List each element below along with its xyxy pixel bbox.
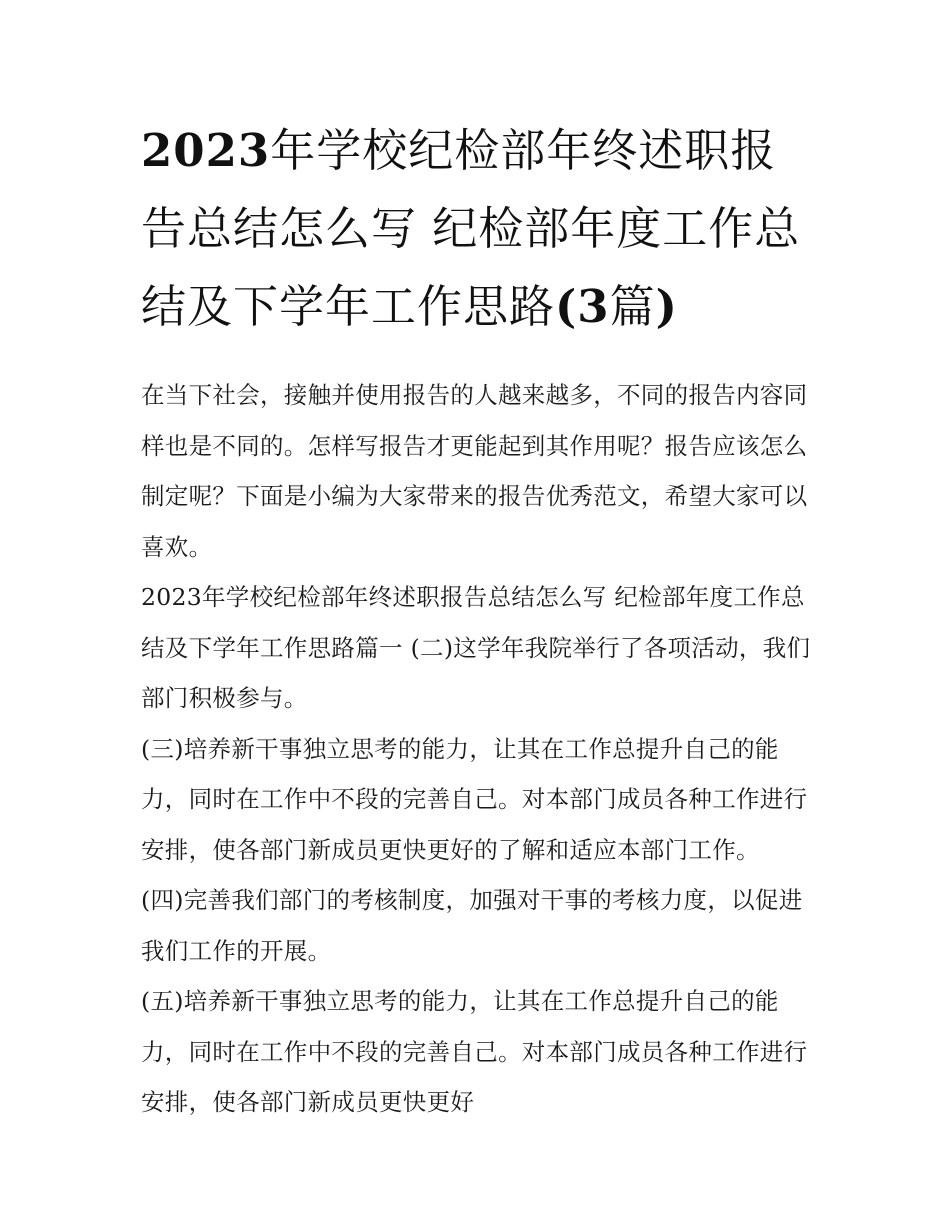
document-title (141, 112, 821, 346)
paragraph-intro: 在当下社会，接触并使用报告的人越来越多，不同的报告内容同样也是不同的。怎样写报告才更能起到其作用呢？报告应该怎么制定呢？下面是小编为大家带来的报告优秀范文，希望大家可以喜欢。 (141, 381, 808, 561)
title-part-main: 年学校纪检部年终述职报告总结怎么写 纪检部年度工作总结及下学年工作思路 (141, 124, 801, 333)
paragraph-item-four: (四)完善我们部门的考核制度，加强对干事的考核力度，以促进我们工作的开展。 (141, 886, 803, 965)
paragraph-item-three: (三)培养新干事独立思考的能力，让其在工作总提升自己的能力，同时在工作中不段的完善自己。对本部门成员各种工作进行安排，使各部门新成员更快更好的了解和适应本部门工作。 (141, 734, 808, 864)
title-part-year: 2023 (141, 124, 271, 177)
paragraph-section-one: 2023年学校纪检部年终述职报告总结怎么写 纪检部年度工作总结及下学年工作思路篇一 (二)这学年我院举行了各项活动，我们部门积极参与。 (141, 583, 811, 712)
paragraph-item-five: (五)培养新干事独立思考的能力，让其在工作总提升自己的能力，同时在工作中不段的完善自己。对本部门成员各种工作进行安排，使各部门新成员更快更好 (141, 987, 808, 1116)
title-part-close: ) (655, 280, 678, 333)
document-page (141, 112, 821, 1128)
title-part-count-open: (3 (555, 280, 610, 333)
title-part-unit: 篇 (609, 280, 656, 333)
